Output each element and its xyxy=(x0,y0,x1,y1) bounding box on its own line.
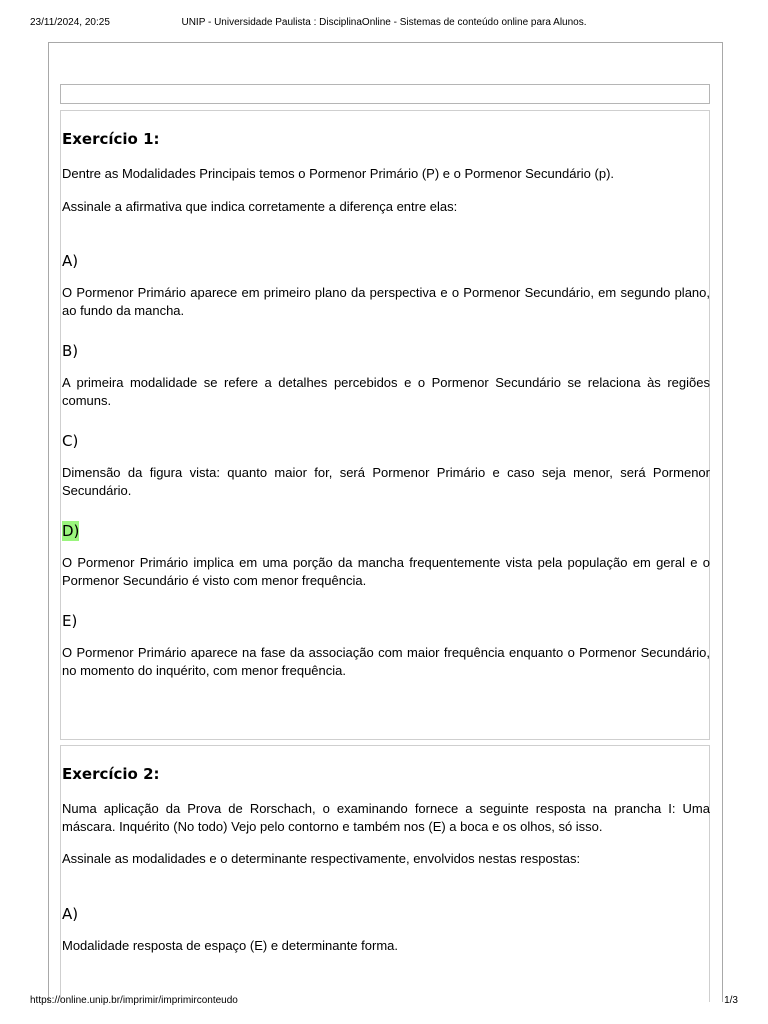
option-text: Dimensão da figura vista: quanto maior for, será Pormenor Primário e caso seja menor, será Pormenor Secundário. xyxy=(62,465,710,498)
option-letter: B) xyxy=(62,342,79,360)
option-letter: A) xyxy=(62,904,79,923)
option-b[interactable] xyxy=(62,320,709,410)
option-letter: A) xyxy=(62,252,79,270)
option-e[interactable] xyxy=(62,590,709,680)
print-url: https://online.unip.br/imprimir/imprimirconteudo xyxy=(30,995,238,1006)
exercise-title: Exercício 1: xyxy=(62,130,160,148)
print-footer xyxy=(30,994,738,1008)
empty-header-box xyxy=(60,84,710,104)
exercise-1-card xyxy=(60,110,710,740)
option-text: O Pormenor Primário aparece na fase da associação com maior frequência enquanto o Pormenor Secundário, no momento do inquérito, com menor frequência. xyxy=(62,645,710,678)
option-text: O Pormenor Primário implica em uma porção da mancha frequentemente vista pela população em geral e o Pormenor Secundário é visto com menor frequência. xyxy=(62,555,710,588)
option-d[interactable] xyxy=(62,500,709,590)
option-text: O Pormenor Primário aparece em primeiro plano da perspectiva e o Pormenor Secundário, em segundo plano, ao fundo da mancha. xyxy=(62,285,710,318)
content-frame xyxy=(48,42,723,1002)
option-text: A primeira modalidade se refere a detalhes percebidos e o Pormenor Secundário se relaciona às regiões comuns. xyxy=(62,375,710,408)
option-a[interactable] xyxy=(62,230,709,320)
print-datetime: 23/11/2024, 20:25 xyxy=(30,17,110,28)
exercise-2-card xyxy=(60,745,710,1002)
print-page-title: UNIP - Universidade Paulista : DisciplinaOnline - Sistemas de conteúdo online para Alunos. xyxy=(181,17,587,28)
exercise-statement: Numa aplicação da Prova de Rorschach, o examinando fornece a seguinte resposta na prancha I: Uma máscara. Inquérito (No todo) Vejo pelo contorno e também nos (E) a boca e os olhos, só isso. xyxy=(62,801,710,834)
option-text: Modalidade resposta de espaço (E) e determinante forma. xyxy=(62,937,399,953)
option-letter-correct: D) xyxy=(62,522,80,540)
print-header xyxy=(30,16,738,30)
exercise-title: Exercício 2: xyxy=(62,765,160,783)
option-c[interactable] xyxy=(62,410,709,500)
option-letter: E) xyxy=(62,612,78,630)
page-number: 1/3 xyxy=(724,995,738,1006)
option-letter: C) xyxy=(62,432,79,450)
exercise-statement: Dentre as Modalidades Principais temos o Pormenor Primário (P) e o Pormenor Secundário (p). xyxy=(62,166,615,181)
option-a[interactable] xyxy=(62,883,709,955)
exercise-instruction: Assinale a afirmativa que indica corretamente a diferença entre elas: xyxy=(62,198,458,214)
exercise-instruction: Assinale as modalidades e o determinante respectivamente, envolvidos nestas respostas: xyxy=(62,851,581,866)
